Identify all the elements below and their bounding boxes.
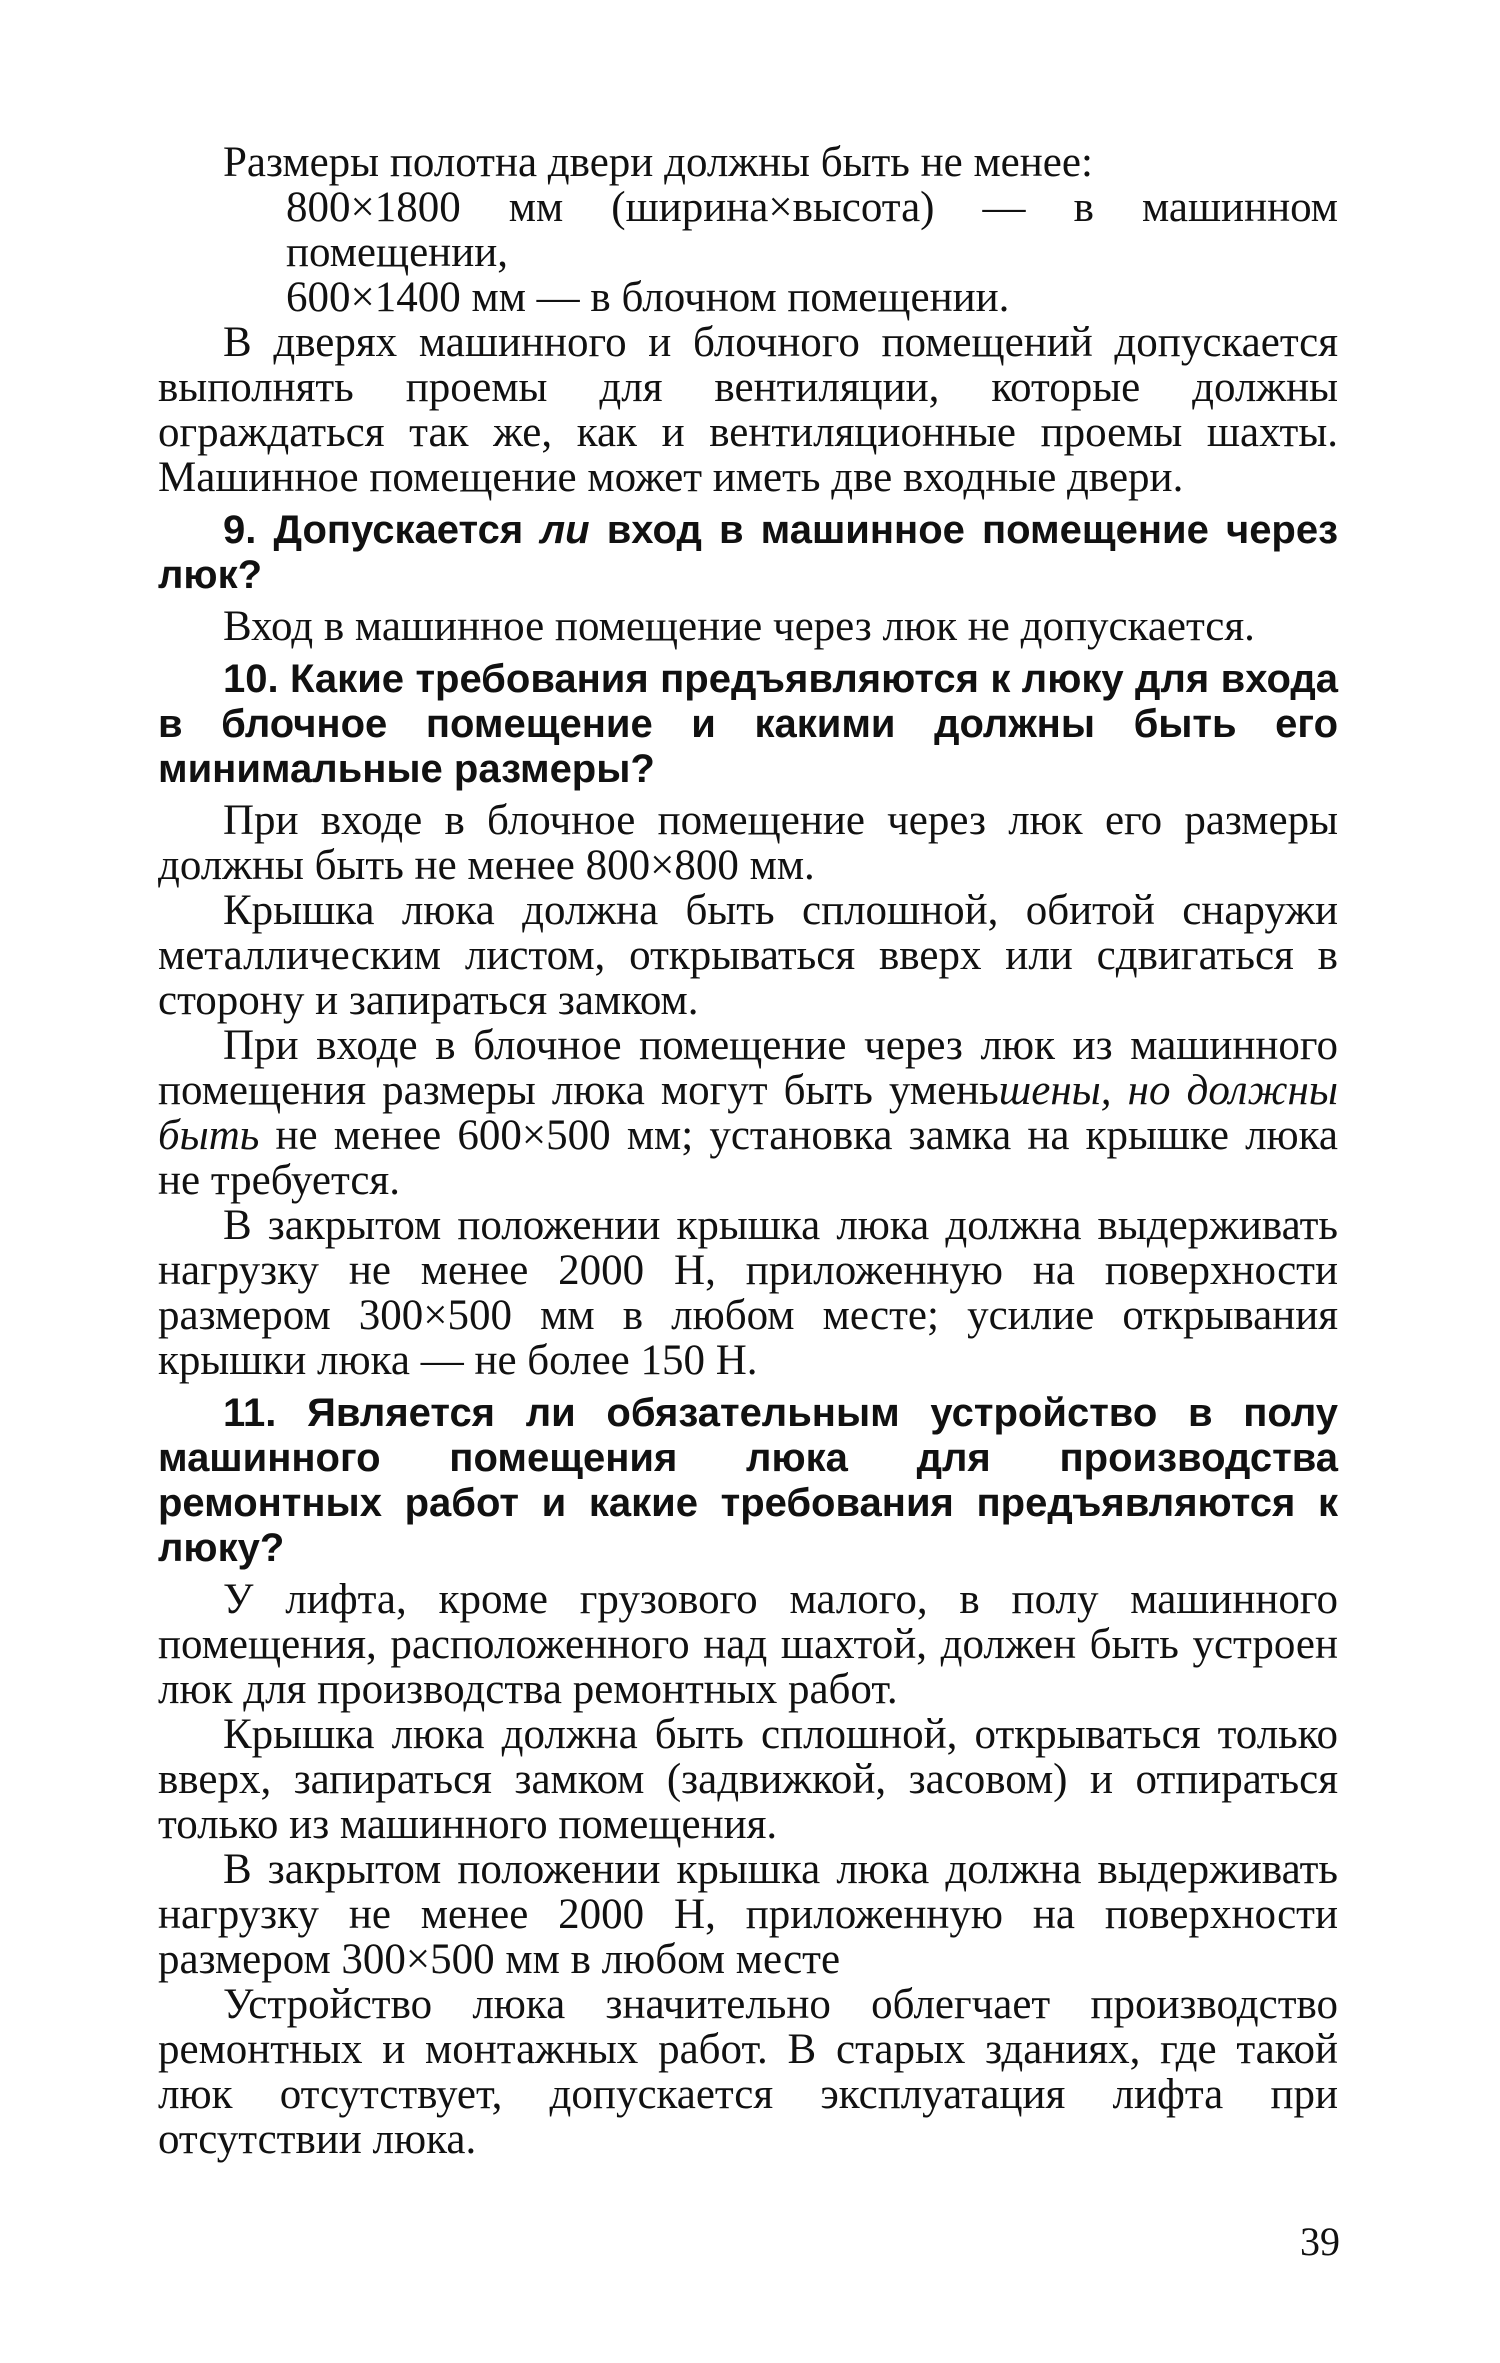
answer-10-cover: Крышка люка должна быть сплошной, обитой снаружи металлическим листом, открываться вверх или сдвигаться в сторону и запираться замком. (158, 887, 1338, 1024)
question-9-part2: вход в машинное помещение через люк? (158, 508, 1338, 597)
answer-10-load: В закрытом положении крышка люка должна выдерживать нагрузку не менее 2000 Н, приложенную на поверхности размером 300×500 мм в любом месте; усилие открывания крышки люка — не более 150 Н. (158, 1202, 1338, 1384)
page-number: 39 (1300, 2219, 1340, 2264)
answer-10-reduced-end: не менее 600×500 мм; установка замка на крышке люка не требуется. (158, 1112, 1338, 1204)
question-9 (158, 508, 1338, 598)
answer-11-cover: Крышка люка должна быть сплошной, открываться только вверх, запираться замком (задвижкой, засовом) и отпираться только из машинного помещения. (158, 1711, 1338, 1848)
paragraph-door-sizes: Размеры полотна двери должны быть не менее: (223, 139, 1093, 186)
answer-10-size: При входе в блочное помещение через люк его размеры должны быть не менее 800×800 мм. (158, 797, 1338, 889)
answer-10-reduced-start: При входе в блочное помещение через люк из машинного помещения размеры люка могут быть умень (158, 1022, 1338, 1114)
question-9-part1: 9. Допускается (223, 508, 541, 552)
answer-11-note: Устройство люка значительно облегчает производство ремонтных и монтажных работ. В старых зданиях, где такой люк отсутствует, допускается эксплуатация лифта при отсутствии люка. (158, 1981, 1338, 2163)
paragraph-machine-room-size: 800×1800 мм (ширина×высота) — в машинном помещении, (286, 184, 1338, 276)
answer-10-reduced-size (158, 1023, 1338, 1203)
answer-10-reduced-italic: шены, но должны быть (158, 1067, 1338, 1159)
answer-9: Вход в машинное помещение через люк не допускается. (223, 603, 1255, 650)
answer-11-requirement: У лифта, кроме грузового малого, в полу машинного помещения, расположенного над шахтой, должен быть устроен люк для производства ремонтных работ. (158, 1576, 1338, 1713)
question-10: 10. Какие требования предъявляются к люку для входа в блочное помещение и какими должны быть его минимальные размеры? (158, 657, 1338, 791)
question-11: 11. Является ли обязательным устройство в полу машинного помещения люка для производства ремонтных работ и какие требования предъявляются к люку? (158, 1391, 1338, 1570)
paragraph-ventilation: В дверях машинного и блочного помещений допускается выполнять проемы для вентиляции, которые должны ограждаться так же, как и вентиляционные проемы шахты. Машинное помещение может иметь две входные двери. (158, 319, 1338, 501)
document-page (158, 140, 1338, 2162)
answer-11-load: В закрытом положении крышка люка должна выдерживать нагрузку не менее 2000 Н, приложенную на поверхности размером 300×500 мм в любом месте (158, 1846, 1338, 1983)
question-9-italic: ли (540, 508, 590, 552)
paragraph-block-room-size: 600×1400 мм — в блочном помещении. (286, 274, 1010, 321)
